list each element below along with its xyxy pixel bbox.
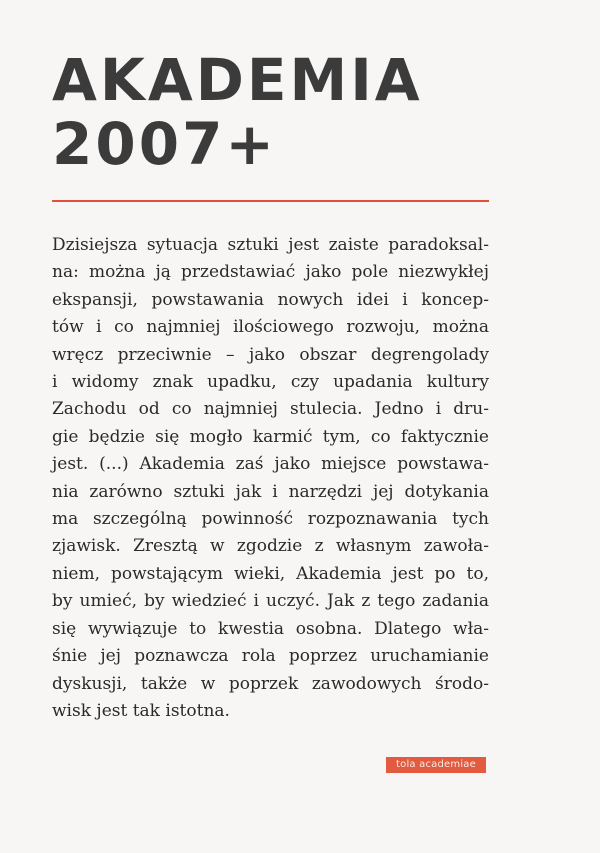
text-line: ekspansji, powstawania nowych idei i koncep- xyxy=(52,289,489,310)
title-line-2: 2007+ xyxy=(52,110,278,178)
publisher-badge: tola academiae xyxy=(386,757,486,773)
text-line: by umieć, by wiedzieć i uczyć. Jak z tego zadania xyxy=(52,591,489,612)
text-line: gie będzie się mogło karmić tym, co faktycznie xyxy=(52,426,489,447)
text-line: Zachodu od co najmniej stulecia. Jedno i dru- xyxy=(52,399,489,420)
text-line: wisk jest tak istotna. xyxy=(52,700,230,721)
text-line: niem, powstającym wieki, Akademia jest po to, xyxy=(52,563,489,584)
text-line: zjawisk. Zresztą w zgodzie z własnym zawoła- xyxy=(52,536,489,557)
text-line: śnie jej poznawcza rola poprzez uruchamianie xyxy=(52,646,489,667)
text-line: wręcz przeciwnie – jako obszar degrengolady xyxy=(52,344,489,365)
text-line: ma szczególną powinność rozpoznawania tych xyxy=(52,509,489,530)
text-line: tów i co najmniej ilościowego rozwoju, można xyxy=(52,317,489,338)
title-line-1: AKADEMIA xyxy=(52,46,423,114)
text-line: się wywiązuje to kwestia osobna. Dlatego wła- xyxy=(52,618,489,639)
text-line: i widomy znak upadku, czy upadania kultury xyxy=(52,372,489,393)
text-line: jest. (...) Akademia zaś jako miejsce powstawa- xyxy=(52,454,489,475)
cover-text xyxy=(52,232,489,725)
text-line: dyskusji, także w poprzek zawodowych środo- xyxy=(52,673,489,694)
text-line: Dzisiejsza sytuacja sztuki jest zaiste paradoksal- xyxy=(52,235,489,255)
text-line: nia zarówno sztuki jak i narzędzi jej dotykania xyxy=(52,481,489,502)
title-divider xyxy=(52,200,489,202)
text-line: na: można ją przedstawiać jako pole niezwykłej xyxy=(52,262,489,283)
book-title xyxy=(52,48,423,176)
